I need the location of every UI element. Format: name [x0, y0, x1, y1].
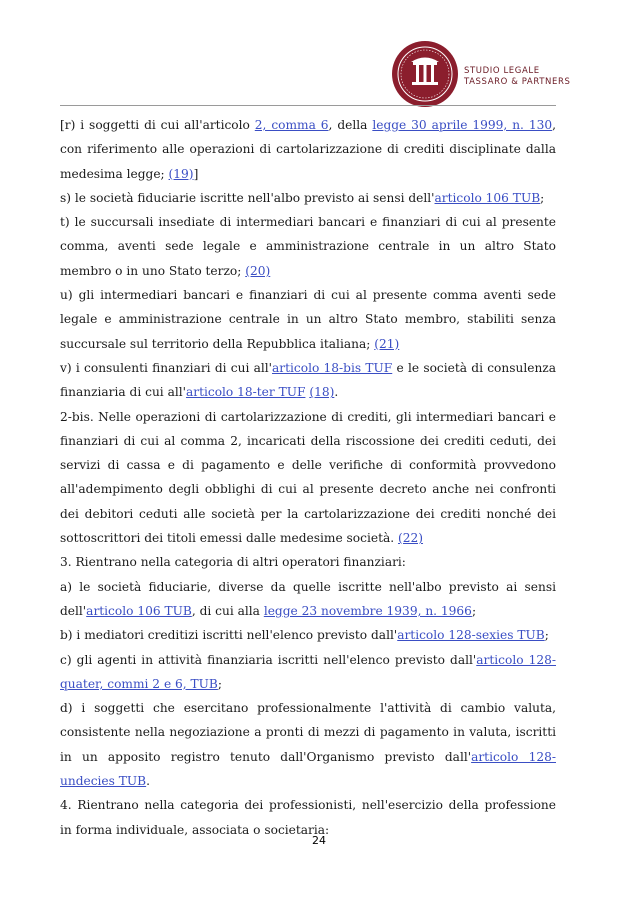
reference-link[interactable]: (19) — [168, 166, 194, 181]
reference-link[interactable]: (20) — [245, 263, 271, 278]
paragraph-text: v) i consulenti finanziari di cui all' — [60, 360, 273, 375]
paragraph — [60, 575, 556, 624]
page-number: 24 — [312, 834, 326, 847]
paragraph-text: . — [146, 774, 151, 789]
paragraph — [60, 186, 556, 210]
paragraph-text: d) i soggetti che esercitano professionalmente l'attività di cambio valuta, consistente nella negoziazione a pronti di mezzi di pagamento in valuta, iscritti in un apposito registro tenuto dall'Organismo previsto dall' — [60, 701, 556, 764]
paragraph-text: , con riferimento alle operazioni di cartolarizzazione di crediti disciplinate dalla medesima legge; — [60, 118, 556, 181]
reference-link[interactable]: articolo 18-ter TUF — [185, 385, 306, 400]
reference-link[interactable]: legge 23 novembre 1939, n. 1966 — [263, 603, 472, 618]
paragraph-text: ; — [217, 676, 222, 691]
paragraph-text: ; — [540, 190, 545, 205]
reference-link[interactable]: articolo 18-bis TUF — [272, 360, 393, 375]
paragraph-text: c) gli agenti in attività finanziaria iscritti nell'elenco previsto dall' — [60, 652, 477, 667]
paragraph-text: s) le società fiduciarie iscritte nell'albo previsto ai sensi dell' — [60, 190, 435, 205]
reference-link[interactable]: (21) — [374, 336, 400, 351]
paragraph-text: b) i mediatori creditizi iscritti nell'elenco previsto dall' — [60, 628, 398, 643]
paragraph-text: 4. Rientrano nella categoria dei professionisti, nell'esercizio della professione in forma individuale, associata o societaria: — [60, 798, 556, 837]
paragraph-text: e le società di consulenza finanziaria di cui all' — [60, 360, 556, 400]
paragraph-text: t) le succursali insediate di intermediari bancari e finanziari di cui al presente comma, aventi sede legale e amministrazione centrale in un altro Stato membro o in uno Stato terzo; — [60, 215, 556, 278]
paragraph — [60, 696, 556, 793]
reference-link[interactable]: articolo 128-undecies TUB — [60, 749, 556, 789]
paragraph-text: 3. Rientrano nella categoria di altri operatori finanziari: — [60, 555, 406, 570]
paragraph — [60, 113, 556, 186]
paragraph-text: u) gli intermediari bancari e finanziari di cui al presente comma aventi sede legale e amministrazione centrale in un altro Stato membro, stabiliti senza succursale sul territorio della Repubblica italiana; — [60, 288, 556, 351]
paragraph-text: 2-bis. Nelle operazioni di cartolarizzazione di crediti, gli intermediari bancari e finanziari di cui al comma 2, incaricati della riscossione dei crediti ceduti, dei servizi di cassa e di pagamento e delle verifiche di conformità provvedono all'adempimento degli obblighi di cui al presente decreto anche nei confronti dei debitori ceduti alle società per la cartolarizzazione dei crediti nonché dei sottoscrittori dei titoli emessi dalle medesime società. — [60, 409, 556, 546]
document-body — [60, 113, 556, 842]
paragraph-text: [r) i soggetti di cui all'articolo — [60, 118, 255, 132]
reference-link[interactable]: (22) — [397, 531, 424, 546]
reference-link[interactable]: articolo 106 TUB — [86, 603, 192, 618]
paragraph — [60, 623, 556, 647]
paragraph — [60, 356, 556, 405]
firm-logo — [391, 40, 571, 110]
paragraph-text: ; — [544, 628, 549, 643]
paragraph-text: . — [334, 385, 339, 400]
paragraph-text: ] — [193, 166, 199, 181]
header-divider — [60, 105, 556, 106]
firm-seal-icon — [391, 40, 459, 108]
paragraph-text: a) le società fiduciarie, diverse da quelle iscritte nell'albo previsto ai sensi dell' — [60, 579, 556, 618]
reference-link[interactable]: articolo 128-quater, commi 2 e 6, TUB — [60, 652, 556, 691]
paragraph — [60, 283, 556, 356]
paragraph-text: , della — [328, 118, 373, 132]
paragraph — [60, 210, 556, 283]
paragraph-text: , di cui alla — [191, 603, 264, 618]
reference-link[interactable]: legge 30 aprile 1999, n. 130 — [372, 118, 553, 132]
paragraph-text: ; — [471, 603, 477, 618]
paragraph — [60, 550, 556, 574]
reference-link[interactable]: articolo 106 TUB — [434, 190, 541, 205]
reference-link[interactable]: (18) — [309, 385, 335, 400]
reference-link[interactable]: articolo 128-sexies TUB — [397, 628, 545, 643]
paragraph — [60, 648, 556, 697]
reference-link[interactable]: 2, comma 6 — [254, 118, 329, 132]
firm-name: STUDIO LEGALE TASSARO & PARTNERS — [464, 66, 571, 87]
paragraph — [60, 405, 556, 551]
